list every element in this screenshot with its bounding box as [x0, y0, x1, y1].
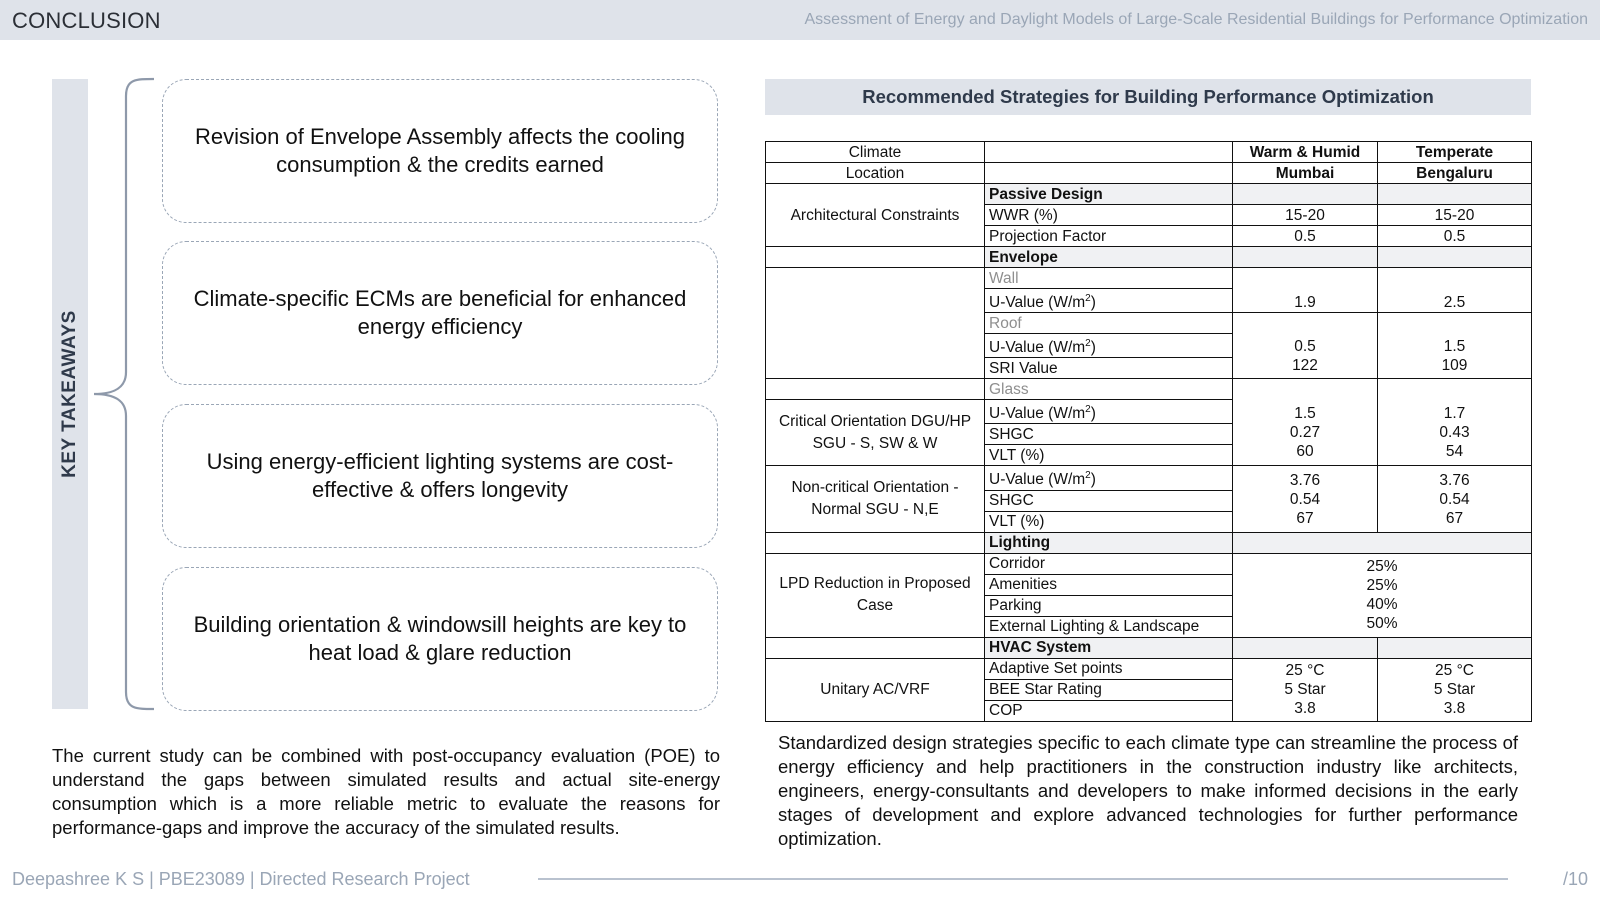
table-row [766, 466, 1532, 490]
param-cell: U-Value $(W/m^2)$ [985, 289, 1233, 313]
param-cell: WWR (%) [985, 205, 1233, 226]
table-row [766, 268, 1532, 289]
value-cell: 1.7 0.43 54 [1378, 379, 1532, 466]
location-1: Mumbai [1233, 163, 1378, 184]
location-header: Location [766, 163, 985, 184]
roof-label: Roof [985, 313, 1233, 334]
param-cell: External Lighting & Landscape [985, 616, 1233, 637]
value-cell: 25 °C 5 Star 3.8 [1233, 658, 1378, 721]
value-cell: 15-20 [1233, 205, 1378, 226]
table-row [766, 184, 1532, 205]
param-cell: Projection Factor [985, 226, 1233, 247]
group-noncritical-orientation: Non-critical Orientation - Normal SGU - N,E [766, 466, 985, 532]
takeaway-card-4: Building orientation & windowsill heights are key to heat load & glare reduction [162, 567, 718, 711]
param-cell: U-Value $(W/m^2)$ [985, 334, 1233, 358]
value-cell: 1.5 109 [1378, 313, 1532, 379]
table-row [766, 658, 1532, 679]
value-cell: 2.5 [1378, 268, 1532, 313]
climate-2: Temperate [1378, 142, 1532, 163]
value-cell: 25 °C 5 Star 3.8 [1378, 658, 1532, 721]
table-row [766, 637, 1532, 658]
section-envelope: Envelope [985, 247, 1233, 268]
value-cell: 0.5 122 [1233, 313, 1378, 379]
header-bar [0, 0, 1600, 40]
location-2: Bengaluru [1378, 163, 1532, 184]
table-row [766, 553, 1532, 574]
param-cell: U-Value $(W/m^2)$ [985, 466, 1233, 490]
param-cell: VLT (%) [985, 511, 1233, 532]
table-row [766, 247, 1532, 268]
conclusion-paragraph-left: The current study can be combined with post-occupancy evaluation (POE) to understand the gaps between simulated results and actual site-energy consumption which is a more reliable metric to evaluate the reasons for performance-gaps and improve the accuracy of the simulated results. [52, 745, 720, 838]
glass-label: Glass [985, 379, 1233, 400]
strategies-table [765, 141, 1532, 722]
param-cell: SHGC [985, 424, 1233, 445]
value-cell: 1.5 0.27 60 [1233, 379, 1378, 466]
param-cell: Parking [985, 595, 1233, 616]
footer-author: Deepashree K S | PBE23089 | Directed Research Project [12, 869, 470, 889]
param-cell: U-Value $(W/m^2)$ [985, 400, 1233, 424]
param-cell: VLT (%) [985, 445, 1233, 466]
value-cell: 25% 25% 40% 50% [1233, 553, 1532, 637]
section-passive-design: Passive Design [985, 184, 1233, 205]
climate-1: Warm & Humid [1233, 142, 1378, 163]
wall-label: Wall [985, 268, 1233, 289]
table-row [766, 163, 1532, 184]
group-lpd-reduction: LPD Reduction in Proposed Case [766, 553, 985, 637]
value-cell: 3.76 0.54 67 [1378, 466, 1532, 532]
group-architectural: Architectural Constraints [766, 184, 985, 247]
brace-icon [90, 76, 160, 716]
page-title: CONCLUSION [12, 8, 161, 33]
param-cell: Amenities [985, 574, 1233, 595]
takeaway-card-1: Revision of Envelope Assembly affects the cooling consumption & the credits earned [162, 79, 718, 223]
section-hvac: HVAC System [985, 637, 1233, 658]
table-title: Recommended Strategies for Building Performance Optimization [765, 79, 1531, 115]
value-cell: 0.5 [1378, 226, 1532, 247]
value-cell: 0.5 [1233, 226, 1378, 247]
param-cell: Adaptive Set points [985, 658, 1233, 679]
value-cell: 15-20 [1378, 205, 1532, 226]
page-subtitle: Assessment of Energy and Daylight Models of Large-Scale Residential Buildings for Performance Optimization [804, 11, 1588, 28]
param-cell: COP [985, 700, 1233, 721]
param-cell: SHGC [985, 490, 1233, 511]
param-cell: SRI Value [985, 358, 1233, 379]
group-unitary-ac: Unitary AC/VRF [766, 658, 985, 721]
takeaway-card-3: Using energy-efficient lighting systems are cost-effective & offers longevity [162, 404, 718, 548]
climate-header: Climate [766, 142, 985, 163]
table-row [766, 532, 1532, 553]
page-number: /10 [1562, 869, 1588, 889]
group-critical-orientation: Critical Orientation DGU/HP SGU - S, SW & W [766, 400, 985, 466]
conclusion-paragraph-right: Standardized design strategies specific to each climate type can streamline the process of energy efficiency and help practitioners in the construction industry like architects, engineers, energy-consultants and developers to make informed decisions in the early stages of development and explore advanced technologies for further performance optimization. [778, 732, 1518, 849]
value-cell: 3.76 0.54 67 [1233, 466, 1378, 532]
table-row [766, 142, 1532, 163]
value-cell: 1.9 [1233, 268, 1378, 313]
takeaway-card-2: Climate-specific ECMs are beneficial for enhanced energy efficiency [162, 241, 718, 385]
param-cell: Corridor [985, 553, 1233, 574]
table-row [766, 379, 1532, 400]
key-takeaways-label: KEY TAKEAWAYS [59, 310, 80, 478]
footer-divider [538, 878, 1508, 880]
section-lighting: Lighting [985, 532, 1233, 553]
param-cell: BEE Star Rating [985, 679, 1233, 700]
